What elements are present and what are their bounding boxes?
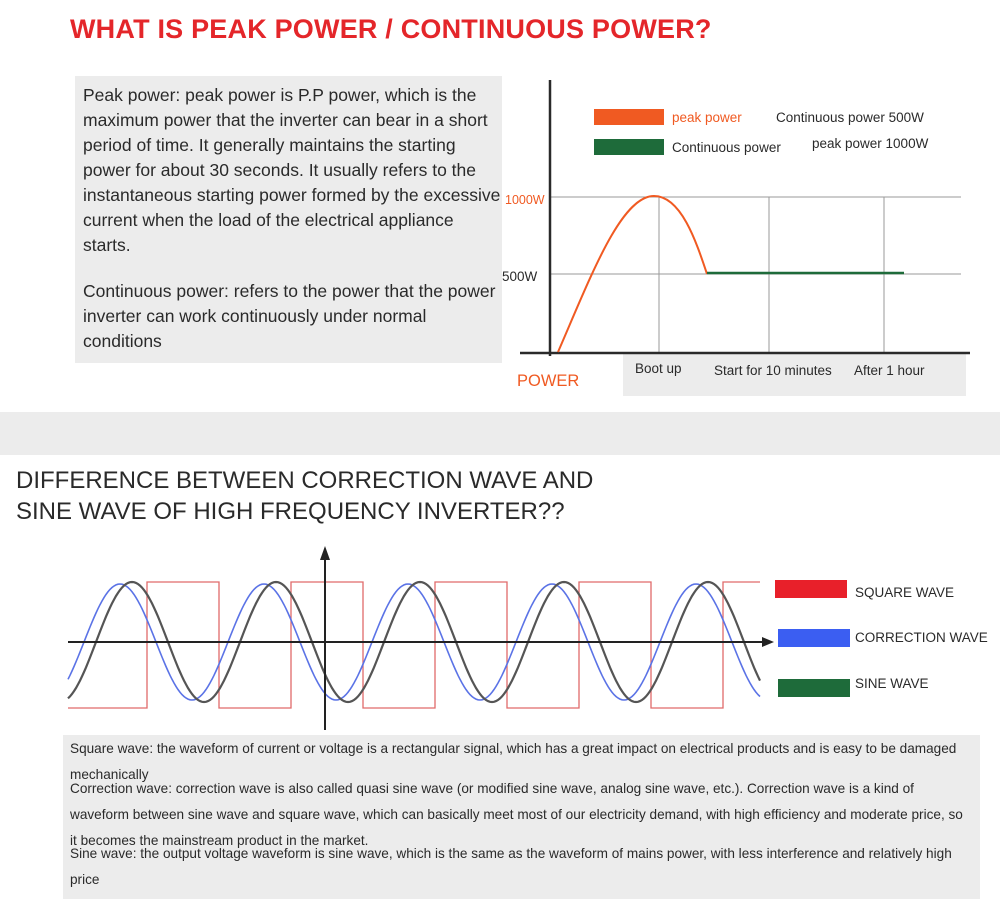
spec-peak-power: peak power 1000W bbox=[812, 136, 929, 151]
legend-label-correction-wave: CORRECTION WAVE bbox=[855, 630, 988, 645]
legend-label-continuous-power: Continuous power bbox=[672, 140, 781, 155]
peak-power-description: Peak power: peak power is P.P power, which is the maximum power that the inverter can bear in a short period of time. It generally maintains the starting power for about 30 seconds. It usually refers to the instantaneous starting power formed by the excessive current when the load of the electrical appliance starts. bbox=[83, 85, 501, 255]
peak-power-description-box bbox=[75, 76, 502, 363]
x-axis-arrow-icon bbox=[762, 637, 774, 647]
power-axis-label: POWER bbox=[517, 372, 580, 390]
legend-label-peak-power: peak power bbox=[672, 110, 742, 125]
section-title-waveform: DIFFERENCE BETWEEN CORRECTION WAVE AND SINE WAVE OF HIGH FREQUENCY INVERTER?? bbox=[16, 467, 594, 525]
x-tick-10-minutes: Start for 10 minutes bbox=[714, 363, 832, 378]
legend-label-sine-wave: SINE WAVE bbox=[855, 676, 929, 691]
legend-swatch-sine-wave bbox=[778, 679, 850, 697]
continuous-power-description: Continuous power: refers to the power that the power inverter can work continuously under normal conditions bbox=[83, 281, 496, 351]
y-tick-1000w: 1000W bbox=[505, 193, 545, 207]
spec-continuous-power: Continuous power 500W bbox=[776, 110, 924, 125]
note-square-wave: Square wave: the waveform of current or voltage is a rectangular signal, which has a great impact on electrical products and is easy to be damaged mechanically bbox=[70, 741, 957, 782]
section-title-peak-power: WHAT IS PEAK POWER / CONTINUOUS POWER? bbox=[70, 14, 712, 44]
y-axis-arrow-icon bbox=[320, 546, 330, 560]
waveform-chart bbox=[60, 540, 780, 735]
x-tick-1-hour: After 1 hour bbox=[854, 363, 925, 378]
x-tick-boot-up: Boot up bbox=[635, 361, 682, 376]
waveform-notes-box bbox=[63, 735, 980, 899]
legend-swatch-square-wave bbox=[775, 580, 847, 598]
waveform-lines bbox=[68, 582, 760, 708]
square-wave-line bbox=[68, 582, 760, 708]
legend-label-square-wave: SQUARE WAVE bbox=[855, 585, 955, 600]
legend-swatch-peak-power bbox=[594, 109, 664, 125]
section-divider bbox=[0, 412, 1000, 455]
y-tick-500w: 500W bbox=[502, 269, 538, 284]
legend-swatch-correction-wave bbox=[778, 629, 850, 647]
power-chart bbox=[496, 76, 976, 406]
note-sine-wave: Sine wave: the output voltage waveform is sine wave, which is the same as the waveform of mains power, with less interference and relatively high price bbox=[70, 846, 952, 887]
note-correction-wave: Correction wave: correction wave is also called quasi sine wave (or modified sine wave, analog sine wave, etc.). Correction wave is a kind of waveform between sine wave and square wave, which can basically meet most of our electricity demand, with high efficiency and moderate price, so it becomes the mainstream product in the market. bbox=[70, 781, 963, 848]
legend-swatch-continuous-power bbox=[594, 139, 664, 155]
